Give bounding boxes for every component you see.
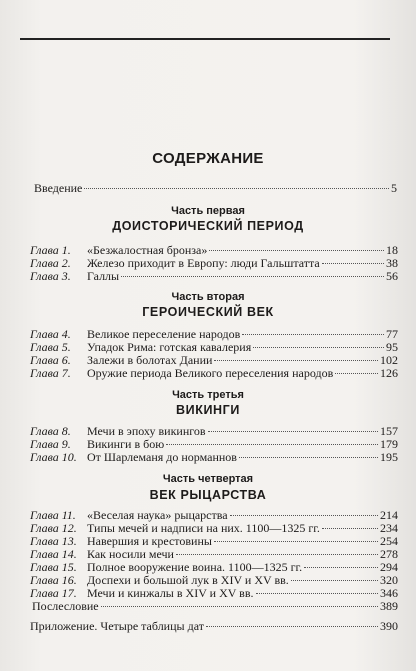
toc-entry-text: Приложение. Четыре таблицы дат xyxy=(30,619,204,633)
leader-dots xyxy=(335,373,378,374)
chapter-title: Викинги в бою xyxy=(87,437,165,451)
chapter-label: Глава 9. xyxy=(30,437,71,451)
toc-page-number: 389 xyxy=(380,599,398,613)
chapter-label: Глава 14. xyxy=(30,547,77,561)
part-title: ВЕК РЫЦАРСТВА xyxy=(149,488,267,502)
toc-intro[interactable] xyxy=(34,181,397,196)
chapter-title: Залежи в болотах Дании xyxy=(87,353,213,367)
toc-entry-text: Послесловие xyxy=(32,599,99,613)
chapter-label: Глава 13. xyxy=(30,534,77,548)
part-label: Часть четвертая xyxy=(162,473,254,485)
toc-page-number: 254 xyxy=(380,534,398,548)
chapter-label: Глава 4. xyxy=(30,327,71,341)
chapter-label: Глава 2. xyxy=(30,256,71,270)
toc-page-number: 102 xyxy=(380,353,398,367)
part-title: ДОИСТОРИЧЕСКИЙ ПЕРИОД xyxy=(112,219,304,233)
toc-afterword[interactable] xyxy=(32,599,398,614)
leader-dots xyxy=(166,444,378,445)
leader-dots xyxy=(304,567,378,568)
chapter-title: Упадок Рима: готская кавалерия xyxy=(87,340,252,354)
part-label: Часть вторая xyxy=(171,291,245,303)
toc-page-number: 38 xyxy=(386,256,398,270)
leader-dots xyxy=(322,528,378,529)
leader-dots xyxy=(230,515,378,516)
chapter-title: От Шарлеманя до норманнов xyxy=(87,450,237,464)
chapter-label: Глава 8. xyxy=(30,424,71,438)
chapter-label: Глава 3. xyxy=(30,269,71,283)
leader-dots xyxy=(256,593,378,594)
part-title: ГЕРОИЧЕСКИЙ ВЕК xyxy=(142,305,274,319)
toc-page-number: 278 xyxy=(380,547,398,561)
chapter-label: Глава 1. xyxy=(30,243,71,257)
chapter-label: Глава 7. xyxy=(30,366,71,380)
chapter-label: Глава 11. xyxy=(30,508,76,522)
toc-chapter[interactable] xyxy=(30,450,398,465)
toc-page-number: 390 xyxy=(380,619,398,633)
toc-page-number: 234 xyxy=(380,521,398,535)
leader-dots xyxy=(176,554,378,555)
chapter-label: Глава 16. xyxy=(30,573,77,587)
toc-page-number: 5 xyxy=(391,181,397,195)
toc-page-number: 56 xyxy=(386,269,398,283)
chapter-title: Навершия и крестовины xyxy=(87,534,212,548)
chapter-title: Мечи и кинжалы в XIV и XV вв. xyxy=(87,586,254,600)
header-rule xyxy=(20,38,390,40)
chapter-label: Глава 10. xyxy=(30,450,77,464)
toc-page-number: 346 xyxy=(380,586,398,600)
toc-title: СОДЕРЖАНИЕ xyxy=(152,150,264,167)
chapter-title: Доспехи и большой лук в XIV и XV вв. xyxy=(87,573,289,587)
chapter-label: Глава 15. xyxy=(30,560,77,574)
chapter-title: Мечи в эпоху викингов xyxy=(87,424,206,438)
part-title: ВИКИНГИ xyxy=(176,403,240,417)
toc-chapter[interactable] xyxy=(30,366,398,381)
chapter-title: Как носили мечи xyxy=(87,547,174,561)
toc-chapter[interactable] xyxy=(30,269,398,284)
chapter-title: Типы мечей и надписи на них. 1100—1325 гг. xyxy=(87,521,320,535)
chapter-title: Галлы xyxy=(87,269,120,283)
leader-dots xyxy=(242,334,384,335)
toc-page-number: 179 xyxy=(380,437,398,451)
leader-dots xyxy=(291,580,378,581)
chapter-label: Глава 17. xyxy=(30,586,77,600)
chapter-title: «Безжалостная бронза» xyxy=(87,243,208,257)
toc-entry-text: Введение xyxy=(34,181,83,195)
part-label: Часть первая xyxy=(171,205,245,217)
toc-appendix[interactable] xyxy=(30,619,398,634)
chapter-title: Оружие периода Великого переселения народов xyxy=(87,366,334,380)
chapter-label: Глава 12. xyxy=(30,521,77,535)
leader-dots xyxy=(214,360,378,361)
chapter-title: Великое переселение народов xyxy=(87,327,241,341)
leader-dots xyxy=(208,431,378,432)
leader-dots xyxy=(101,606,378,607)
leader-dots xyxy=(214,541,378,542)
chapter-title: «Веселая наука» рыцарства xyxy=(87,508,228,522)
toc-page-number: 294 xyxy=(380,560,398,574)
toc-page-number: 18 xyxy=(386,243,398,257)
toc-page-number: 95 xyxy=(386,340,398,354)
toc-page-number: 77 xyxy=(386,327,398,341)
leader-dots xyxy=(209,250,384,251)
chapter-label: Глава 6. xyxy=(30,353,71,367)
toc-page-number: 320 xyxy=(380,573,398,587)
chapter-title: Полное вооружение воина. 1100—1325 гг. xyxy=(87,560,303,574)
leader-dots xyxy=(322,263,384,264)
chapter-label: Глава 5. xyxy=(30,340,71,354)
toc-page-number: 195 xyxy=(380,450,398,464)
part-label: Часть третья xyxy=(172,389,244,401)
leader-dots xyxy=(239,457,378,458)
leader-dots xyxy=(84,188,389,189)
toc-page-number: 126 xyxy=(380,366,398,380)
leader-dots xyxy=(253,347,384,348)
chapter-title: Железо приходит в Европу: люди Гальштатта xyxy=(87,256,320,270)
leader-dots xyxy=(206,626,378,627)
toc-page-number: 157 xyxy=(380,424,398,438)
leader-dots xyxy=(121,276,384,277)
toc-page-number: 214 xyxy=(380,508,398,522)
